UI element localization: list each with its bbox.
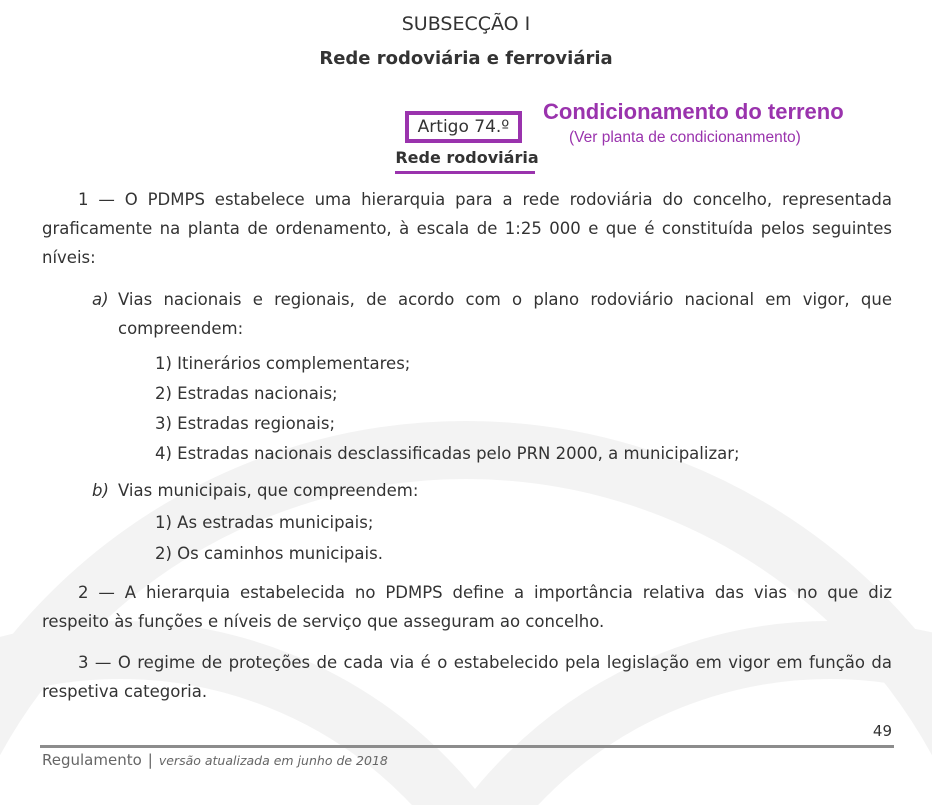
article-number-box (405, 111, 522, 143)
list-item-text: Vias municipais, que compreendem: (118, 481, 419, 500)
paragraph-1: 1 — O PDMPS estabelece uma hierarquia para a rede rodoviária do concelho, representada graficamente na planta de ordenamento, à escala de 1:25 000 e que é constituída pelos seguintes níveis: (42, 190, 892, 267)
list-item-text: Vias nacionais e regionais, de acordo com o plano rodoviário nacional em vigor, que compreendem: (118, 290, 892, 338)
footer-version: versão atualizada em junho de 2018 (158, 753, 388, 768)
list-item-label: a) (92, 290, 109, 309)
subitem-a-1: 1) Itinerários complementares; (155, 354, 411, 373)
footer (42, 751, 388, 769)
footer-document-name: Regulamento (42, 751, 142, 769)
list-item-label: b) (92, 481, 109, 500)
annotation-subtitle: (Ver planta de condicionanmento) (569, 129, 801, 146)
section-title: Rede rodoviária e ferroviária (319, 48, 613, 69)
subitem-a-4: 4) Estradas nacionais desclassificadas pelo PRN 2000, a municipalizar; (155, 444, 740, 463)
paragraph-3: 3 — O regime de proteções de cada via é o estabelecido pela legislação em vigor em função da respetiva categoria. (42, 653, 892, 701)
list-item-b (92, 476, 892, 505)
page-number: 49 (872, 722, 892, 740)
subitem-a-2: 2) Estradas nacionais; (155, 384, 338, 403)
article-title-underline (395, 171, 535, 174)
list-item-a (92, 285, 892, 343)
subitem-a-3: 3) Estradas regionais; (155, 414, 336, 433)
annotation-title: Condicionamento do terreno (543, 99, 844, 124)
article-number: Artigo 74.º (417, 117, 510, 137)
subitem-b-1: 1) As estradas municipais; (155, 513, 374, 532)
article-title: Rede rodoviária (395, 148, 539, 167)
subsection-heading: SUBSECÇÃO I (401, 13, 531, 35)
subitem-b-2: 2) Os caminhos municipais. (155, 544, 383, 563)
paragraph-2: 2 — A hierarquia estabelecida no PDMPS define a importância relativa das vias no que diz respeito às funções e níveis de serviço que asseguram ao concelho. (42, 583, 892, 631)
footer-divider (40, 745, 894, 748)
footer-separator: | (147, 751, 153, 769)
